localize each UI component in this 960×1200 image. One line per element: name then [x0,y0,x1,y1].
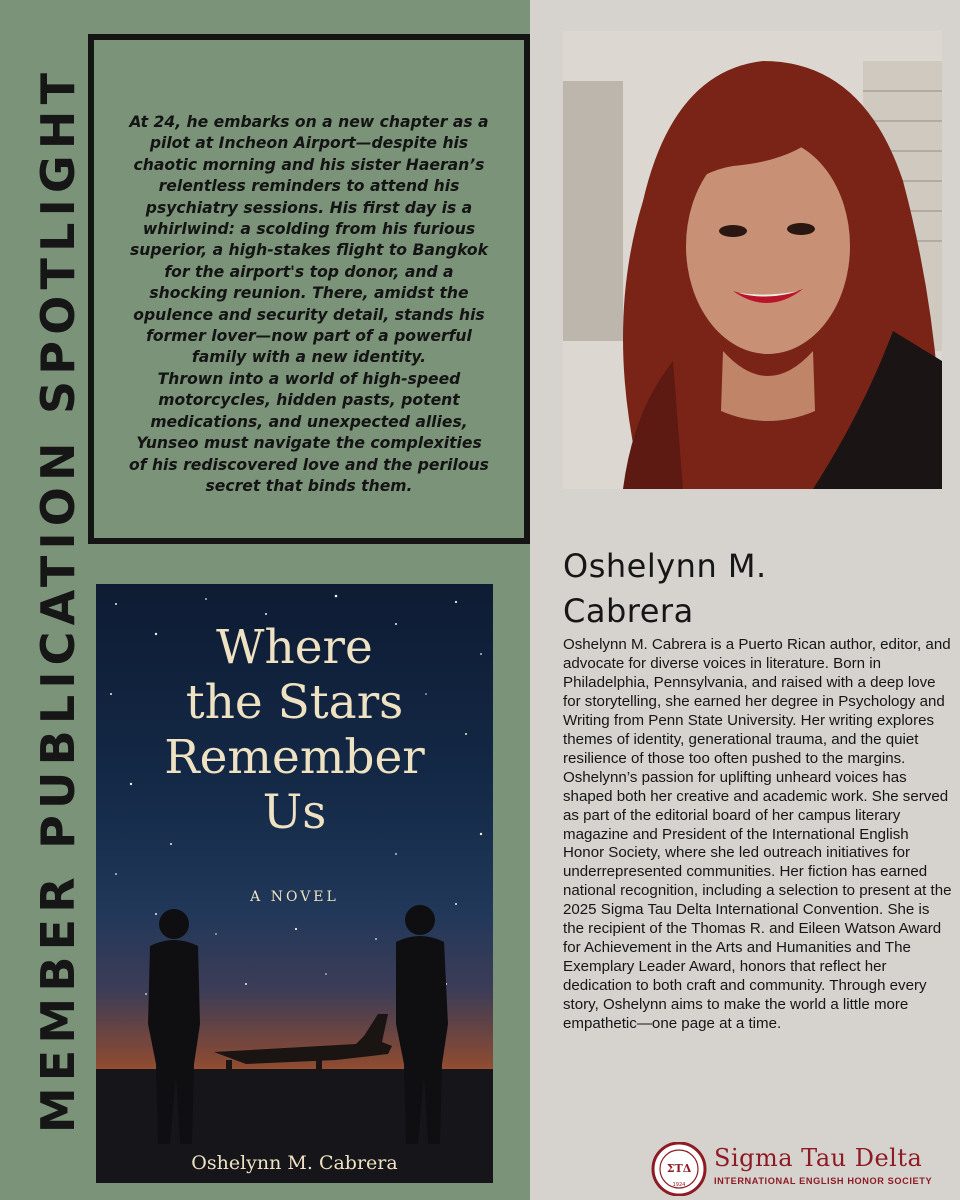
seal-year: 1924 [672,1182,686,1188]
author-portrait [563,31,942,489]
seal-letters: ΣΤΔ [666,1162,692,1175]
cover-author: Oshelynn M. Cabrera [191,1152,398,1174]
sigma-tau-delta-seal [648,1142,710,1196]
book-cover [96,584,493,1183]
society-subtitle: INTERNATIONAL ENGLISH HONOR SOCIETY [714,1176,933,1186]
author-name: Oshelynn M. Cabrera [563,547,767,630]
synopsis-box [88,34,530,544]
cover-title: Where the Stars Remember Us [164,620,425,840]
seal-icon [648,1142,710,1196]
society-name: Sigma Tau Delta [714,1144,923,1172]
cover-subtitle: A NOVEL [250,889,339,905]
synopsis-text: At 24, he embarks on a new chapter as a pilot at Incheon Airport—despite his chaotic morning and his sister Haeran’s relentless reminders to attend his psychiatry sessions. His first day is a whirlwind: a scolding from his furious superior, a high-stakes flight to Bangkok for the airport's top donor, and a shocking reunion. There, amidst the opulence and security detail, stands his former lover—now part of a powerful family with a new identity. Thrown into a world of high-speed motorcycles, hidden pasts, potent medications, and unexpected allies, Yunseo must navigate the complexities of his rediscovered love and the perilous secret that binds them. [129,113,489,495]
spotlight-vertical-title [0,0,90,1200]
spotlight-title-text: MEMBER PUBLICATION SPOTLIGHT [31,66,85,1134]
author-photo [563,31,942,489]
author-bio: Oshelynn M. Cabrera is a Puerto Rican author, editor, and advocate for diverse voices in literature. Born in Philadelphia, Pennsylvania, and raised with a deep love for storytelling, she earned her degree in Psychology and Writing from Penn State University. Her writing explores themes of identity, generational trauma, and the quiet resilience of those too often pushed to the margins. Oshelynn’s passion for uplifting unheard voices has shaped both her creative and academic work. She served as part of the editorial board of her campus literary magazine and President of the International English Honor Society, where she led outreach initiatives for underrepresented communities. Her fiction has earned national recognition, including a selection to present at the 2025 Sigma Tau Delta International Convention. She is the recipient of the Thomas R. and Eileen Watson Award for Achievement in the Arts and Humanities and The Exemplary Leader Award, honors that reflect her dedication to both craft and community. Through every story, Oshelynn aims to make the world a little more empathetic—one page at a time. [563,636,952,1033]
airplane [214,1014,392,1074]
